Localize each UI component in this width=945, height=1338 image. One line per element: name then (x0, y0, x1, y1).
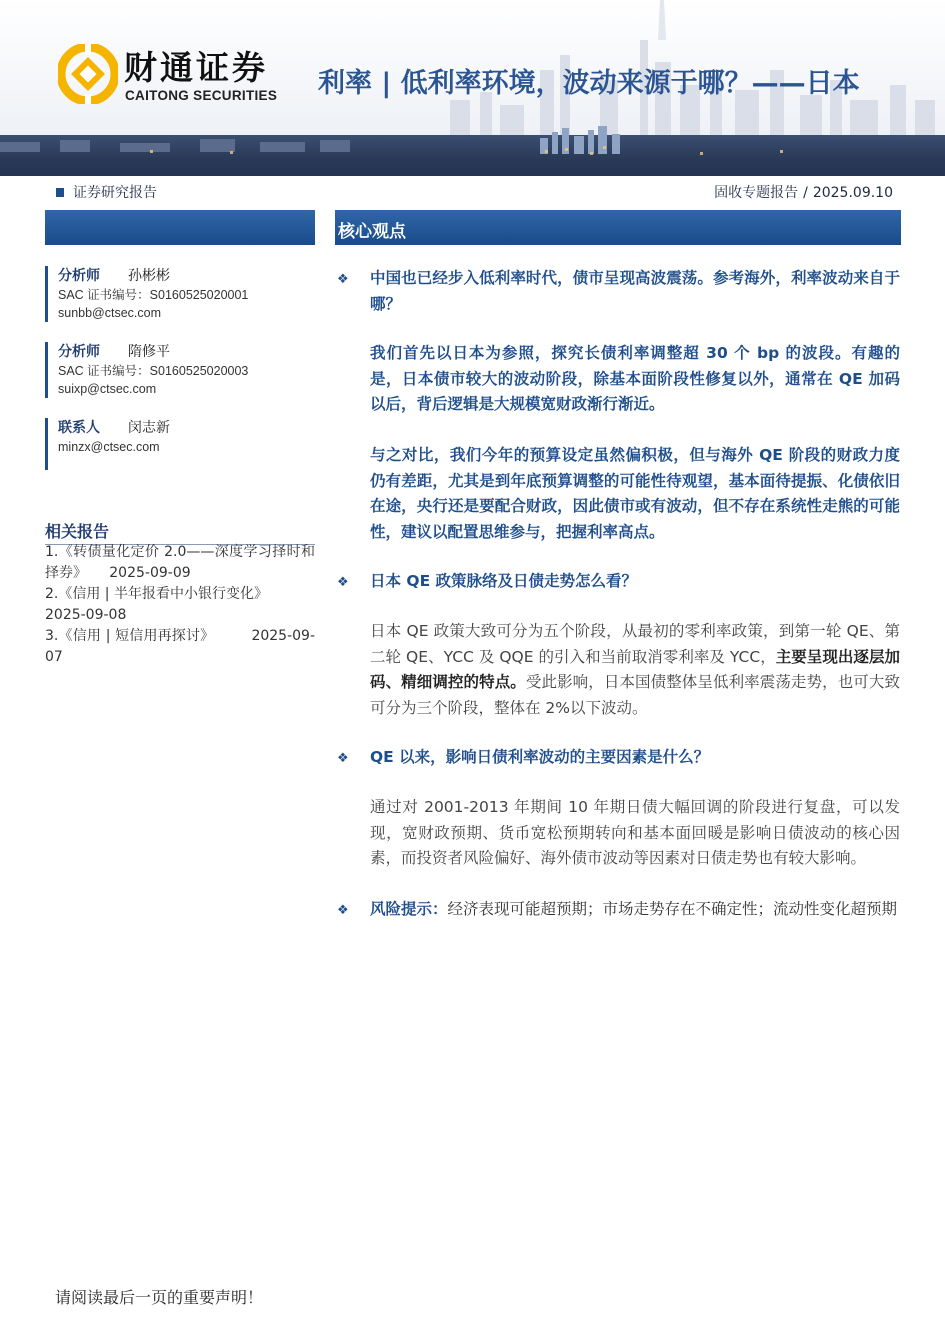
analyst-sac: SAC 证书编号：S0160525020001 (58, 288, 249, 302)
contact-role: 联系人 (58, 420, 100, 436)
section-question-factors: QE 以来，影响日债利率波动的主要因素是什么？ (370, 748, 710, 766)
caitong-logo-icon (58, 44, 118, 104)
related-reports-title: 相关报告 (45, 519, 315, 545)
diamond-bullet-icon: ❖ (337, 751, 349, 766)
diamond-bullet-icon: ❖ (337, 903, 349, 918)
related-report-date: 2025-09-09 (109, 565, 191, 581)
related-report-date: 2025-09-07 (45, 628, 315, 665)
brand-name-cn: 财通证券 (124, 48, 268, 87)
related-report-text: 1.《转债量化定价 2.0——深度学习择时和择券》 (45, 544, 315, 581)
brand-name-en: CAITONG SECURITIES (125, 88, 278, 103)
report-type (56, 182, 157, 202)
risk-label: 风险提示： (370, 900, 448, 918)
section-body-qe (370, 619, 900, 721)
report-header (0, 0, 945, 176)
analyst-card (45, 342, 248, 398)
contact-card (45, 418, 170, 470)
analyst-role: 分析师 (58, 268, 100, 284)
diamond-bullet-icon: ❖ (337, 272, 349, 287)
analyst-sac: SAC 证书编号：S0160525020003 (58, 364, 249, 378)
report-date: 2025.09.10 (812, 185, 893, 201)
core-point-2: 我们首先以日本为参照，探究长债利率调整超 30 个 bp 的波段。有趣的是，日本债市较大的波动阶段，除基本面阶段性修复以外，通常在 QE 加码以后，背后逻辑是大规模宽财政渐行渐近。 (370, 344, 900, 413)
report-category: 固收专题报告 (714, 185, 799, 201)
core-view-title: 核心观点 (338, 222, 406, 242)
diamond-bullet-icon: ❖ (337, 575, 349, 590)
risk-warning (370, 897, 900, 923)
related-report-item[interactable] (45, 626, 315, 668)
analyst-role: 分析师 (58, 344, 100, 360)
section-body-factors: 通过对 2001-2013 年期间 10 年期日债大幅回调的阶段进行复盘，可以发现，宽财政预期、货币宽松预期转向和基本面回暖是影响日债波动的核心因素，而投资者风险偏好、海外债市波动等因素对日债走势也有较大影响。 (370, 798, 900, 867)
core-point-1: 中国也已经步入低利率时代，债市呈现高波震荡。参考海外，利率波动来自于哪？ (370, 269, 900, 313)
related-report-text: 2.《信用 | 半年报看中小银行变化》 (45, 586, 268, 602)
report-type-label: 证券研究报告 (73, 185, 157, 201)
contact-email: minzx@ctsec.com (58, 440, 160, 454)
report-meta: 固收专题报告 / 2025.09.10 (714, 185, 893, 201)
related-report-item[interactable] (45, 584, 315, 626)
related-report-text: 3.《信用 | 短信用再探讨》 (45, 628, 215, 644)
sidebar-header-bar (45, 210, 315, 245)
qe-body-highlight: 主要呈现出逐层加码、精细调控的特点。 (370, 647, 900, 691)
contact-name: 闵志新 (128, 420, 170, 436)
risk-text: 经济表现可能超预期；市场走势存在不确定性；流动性变化超预期 (447, 900, 898, 918)
core-point-3: 与之对比，我们今年的预算设定虽然偏积极，但与海外 QE 阶段的财政力度仍有差距，尤其是到年底预算调整的可能性待观望，基本面待提振、化债依旧在途，央行还是要配合财政，因此债市或有波动，但不存在系统性走熊的可能性，建议以配置思维参与，把握利率高点。 (370, 446, 900, 541)
qe-body-part-a: 日本 QE 政策大致可分为五个阶段，从最初的零利率政策，到第一轮 QE、第二轮 QE、YCC 及 QQE 的引入和当前取消零利率及 YCC， (370, 622, 900, 666)
analyst-name: 孙彬彬 (128, 268, 170, 284)
report-title: 利率 | 低利率环境，波动来源于哪？——日本 (318, 68, 860, 99)
section-question-qe: 日本 QE 政策脉络及日债走势怎么看？ (370, 572, 638, 590)
disclaimer-note: 请阅读最后一页的重要声明！ (55, 1288, 264, 1307)
related-report-item[interactable] (45, 542, 315, 584)
square-bullet-icon (56, 188, 64, 197)
analyst-email: suixp@ctsec.com (58, 382, 157, 396)
analyst-card (45, 266, 248, 322)
analyst-email: sunbb@ctsec.com (58, 306, 162, 320)
related-report-date: 2025-09-08 (45, 607, 127, 623)
qe-body-part-c: 受此影响，日本国债整体呈低利率震荡走势，也可大致可分为三个阶段，整体在 2%以下波动。 (370, 673, 900, 717)
analyst-name: 隋修平 (128, 344, 170, 360)
related-reports-list (45, 542, 315, 668)
core-view-header (335, 210, 901, 245)
